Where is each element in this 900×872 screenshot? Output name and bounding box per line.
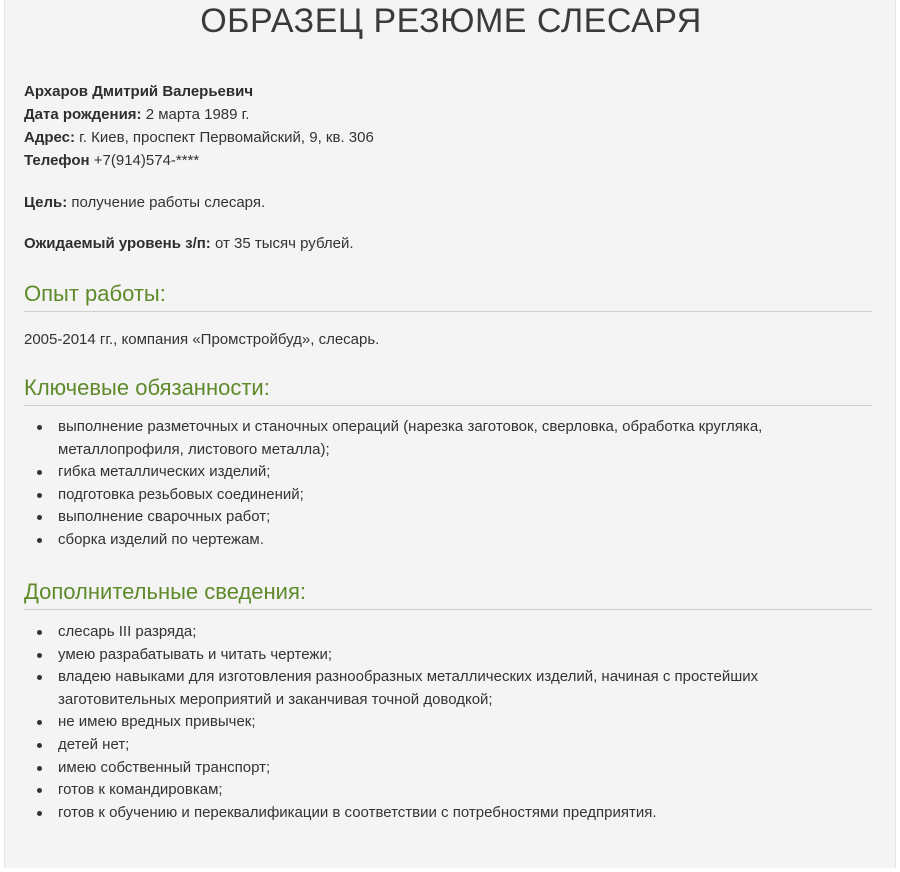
person-name: Архаров Дмитрий Валерьевич (24, 83, 254, 100)
resume-page (4, 0, 896, 868)
phone-label: Телефон (24, 152, 90, 169)
additional-heading: Дополнительные сведения: (24, 577, 872, 610)
list-item: владею навыками для изготовления разнообразных металлических изделий, начиная с простейших заготовительных мероприятий и заканчивая точной доводкой; (24, 666, 869, 711)
list-item: готов к командировкам; (24, 779, 869, 802)
list-item: подготовка резьбовых соединений; (24, 484, 869, 507)
goal-value: получение работы слесаря. (67, 194, 266, 211)
list-item: готов к обучению и переквалификации в соответствии с потребностями предприятия. (24, 802, 869, 825)
address-label: Адрес: (24, 129, 75, 146)
salary-label: Ожидаемый уровень з/п: (24, 235, 211, 252)
birth-date-label: Дата рождения: (24, 106, 142, 123)
birth-date-value: 2 марта 1989 г. (141, 106, 250, 123)
personal-info (24, 80, 374, 172)
list-item: не имею вредных привычек; (24, 711, 869, 734)
salary-value: от 35 тысяч рублей. (210, 235, 354, 252)
duties-list (24, 416, 869, 552)
address-value: г. Киев, проспект Первомайский, 9, кв. 306 (75, 129, 374, 146)
address-row (24, 126, 374, 149)
phone-value: +7(914)574-**** (89, 152, 200, 169)
salary-row (24, 233, 354, 255)
goal-row (24, 192, 265, 214)
list-item: детей нет; (24, 734, 869, 757)
additional-list (24, 621, 869, 824)
list-item: слесарь III разряда; (24, 621, 869, 644)
list-item: выполнение разметочных и станочных операций (нарезка заготовок, сверловка, обработка кругляка, металлопрофиля, листового металла); (24, 416, 869, 461)
list-item: гибка металлических изделий; (24, 461, 869, 484)
list-item: выполнение сварочных работ; (24, 506, 869, 529)
birth-date-row (24, 103, 374, 126)
list-item: умею разрабатывать и читать чертежи; (24, 644, 869, 667)
list-item: имею собственный транспорт; (24, 757, 869, 780)
goal-label: Цель: (24, 194, 68, 211)
phone-row (24, 149, 374, 172)
experience-text: 2005-2014 гг., компания «Промстройбуд», слесарь. (24, 331, 380, 348)
list-item: сборка изделий по чертежам. (24, 529, 869, 552)
experience-heading: Опыт работы: (24, 279, 872, 312)
duties-heading: Ключевые обязанности: (24, 373, 872, 406)
page-title: ОБРАЗЕЦ РЕЗЮМЕ СЛЕСАРЯ (200, 2, 702, 40)
